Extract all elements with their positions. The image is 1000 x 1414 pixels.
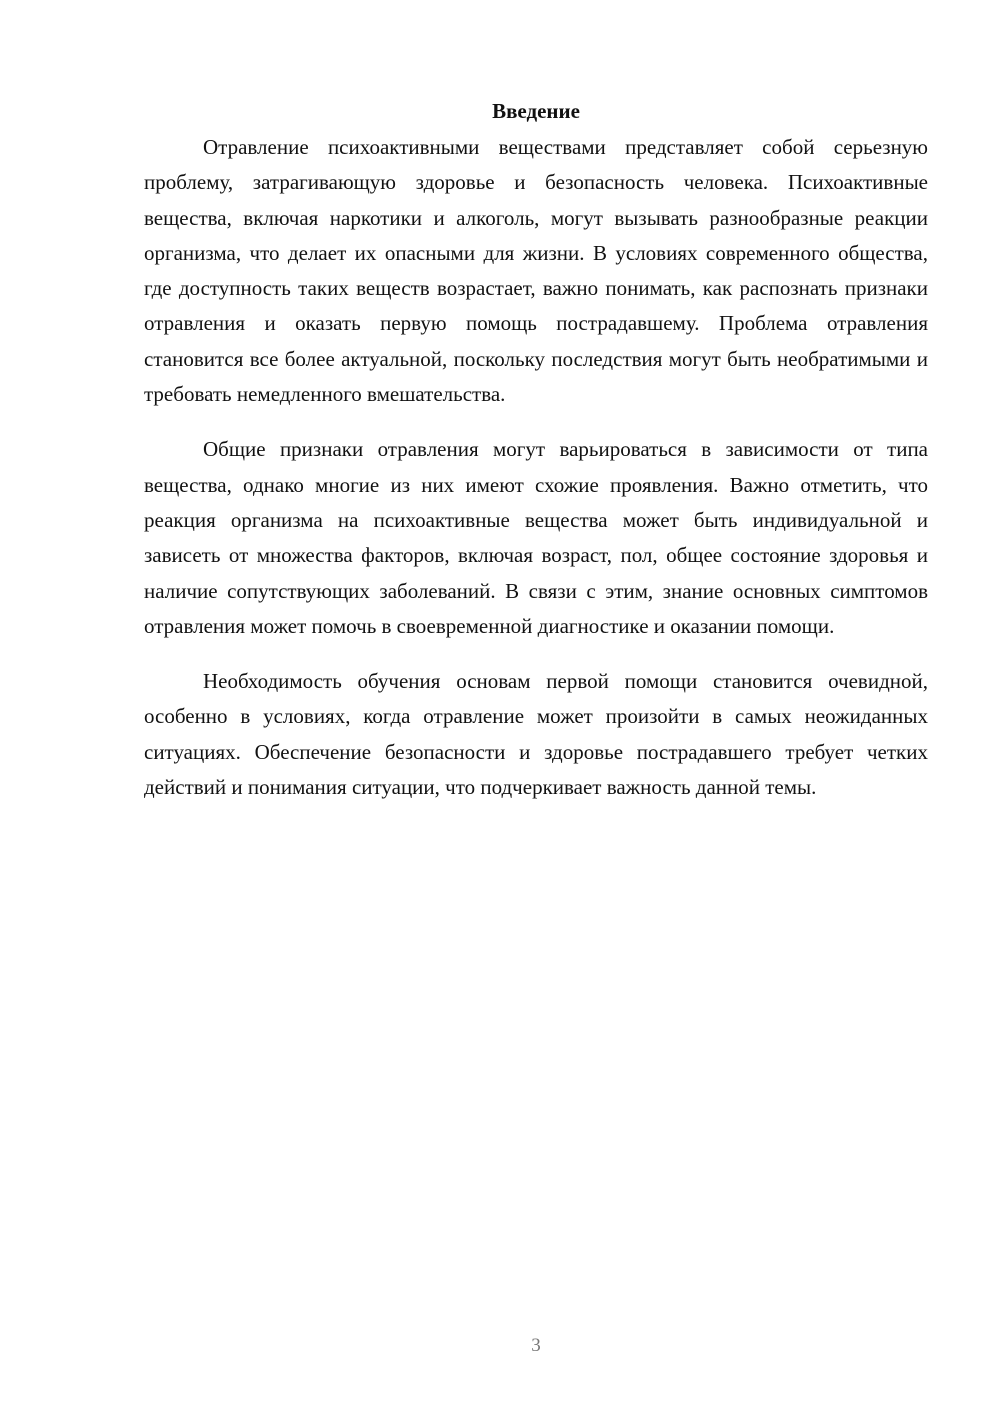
section-title: Введение — [492, 99, 580, 123]
paragraph-1: Отравление психоактивными веществами представляет собой серьезную проблему, затрагивающую здоровье и безопасность человека. Психоактивные вещества, включая наркотики и алкоголь, могут вызывать разнообразные реакции организма, что делает их опасными для жизни. В условиях современного общества, где доступность таких веществ возрастает, важно понимать, как распознать признаки отравления и оказать первую помощь пострадавшему. Проблема отравления становится все более актуальной, поскольку последствия могут быть необратимыми и требовать немедленного вмешательства. — [144, 135, 928, 407]
paragraph-2: Общие признаки отравления могут варьироваться в зависимости от типа вещества, однако многие из них имеют схожие проявления. Важно отметить, что реакция организма на психоактивные вещества может быть индивидуальной и зависеть от множества факторов, включая возраст, пол, общее состояние здоровья и наличие сопутствующих заболеваний. В связи с этим, знание основных симптомов отравления может помочь в своевременной диагностике и оказании помощи. — [144, 437, 928, 638]
page-number: 3 — [531, 1335, 541, 1356]
paragraph-3: Необходимость обучения основам первой помощи становится очевидной, особенно в условиях, когда отравление может произойти в самых неожиданных ситуациях. Обеспечение безопасности и здоровье пострадавшего требует четких действий и понимания ситуации, что подчеркивает важность данной темы. — [144, 669, 928, 800]
page-content — [144, 96, 928, 805]
